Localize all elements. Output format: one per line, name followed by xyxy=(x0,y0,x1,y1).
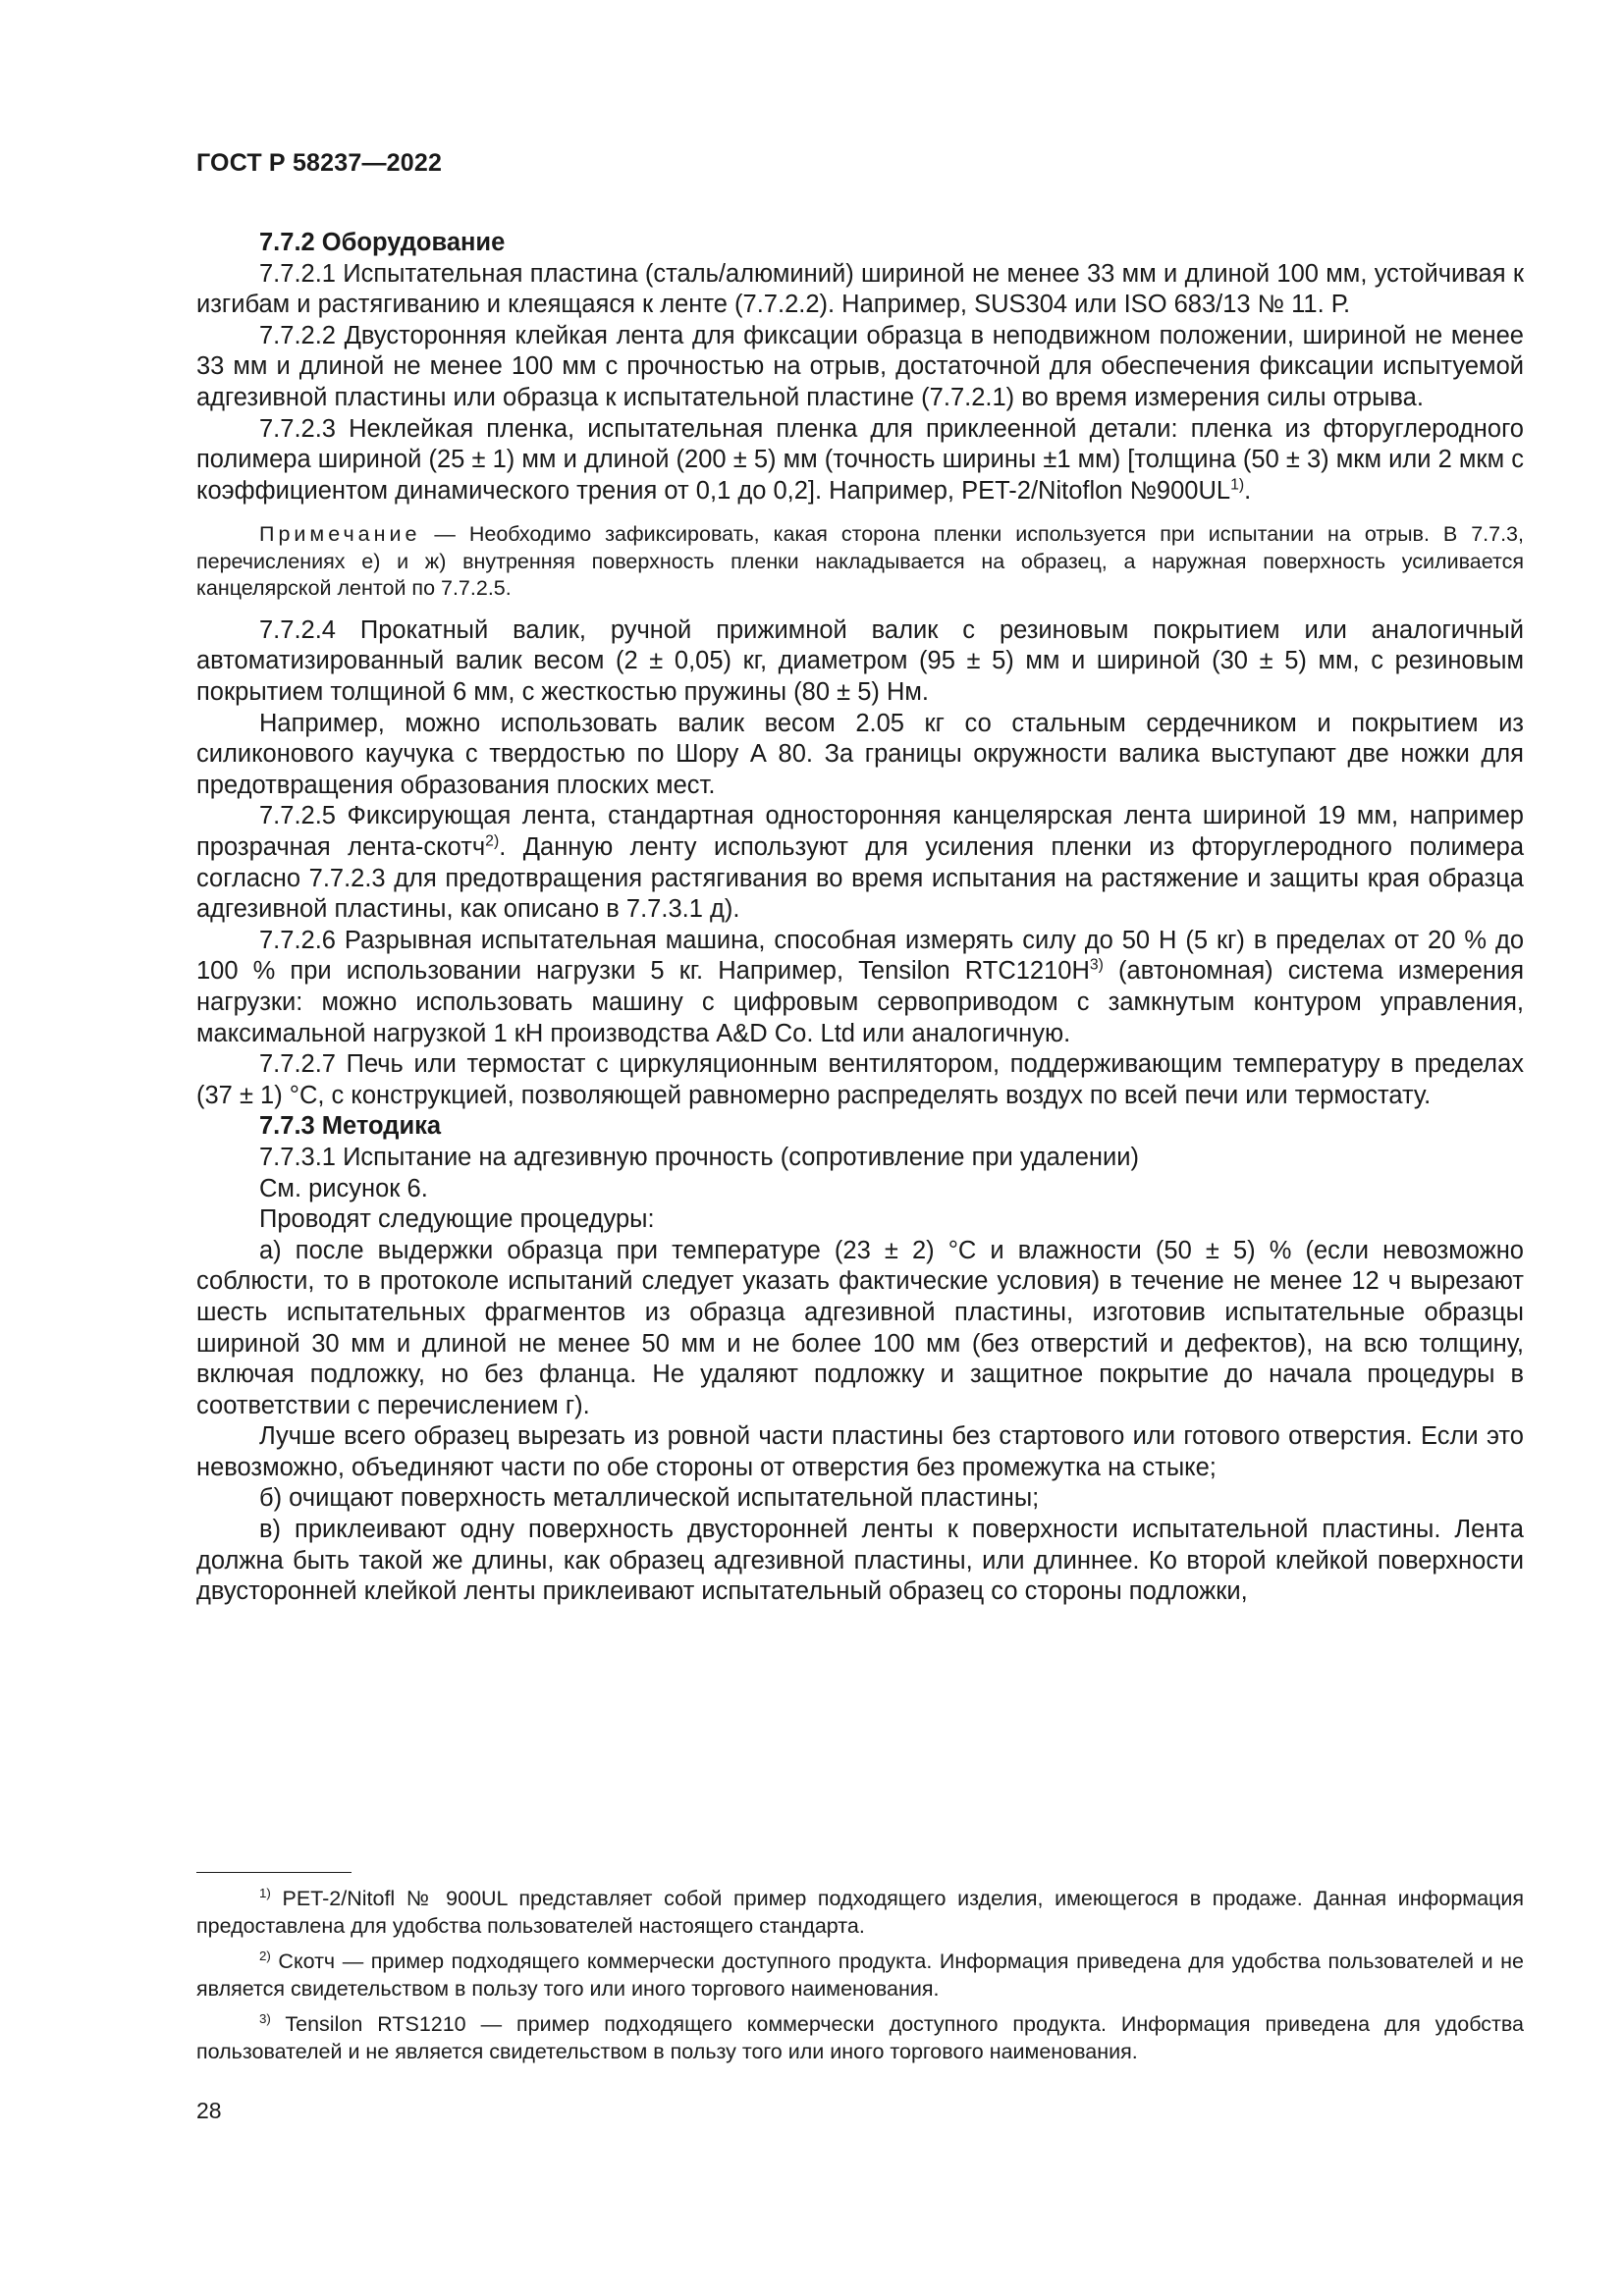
paragraph-7-7-2-4: 7.7.2.4 Прокатный валик, ручной прижимной валик с резиновым покрытием или аналогичный автоматизированный валик весом (2 ± 0,05) кг, диаметром (95 ± 5) мм и шириной (30 ± 5) мм, с резиновым покрытием толщиной 6 мм, с жесткостью пружины (80 ± 5) Нм. xyxy=(196,615,1524,707)
paragraph-text: 7.7.2.5 Фиксирующая лента, стандартная односторонняя канцелярская лента шириной 19 мм, например прозрачная лента-скотч xyxy=(196,802,1524,861)
document-header: ГОСТ Р 58237—2022 xyxy=(196,149,443,177)
list-item-a: а) после выдержки образца при температуре (23 ± 2) °С и влажности (50 ± 5) % (если невозможно соблюсти, то в протоколе испытаний следует указать фактические условия) в течение не менее 12 ч вырезают шесть испытательных фрагментов из образца адгезивной пластины, изготовив испытательные образцы шириной 30 мм и длиной не менее 50 мм и не более 100 мм (без отверстий и дефектов), на всю толщину, включая подложку, но без фланца. Не удаляют подложку и защитное покрытие до начала процедуры в соответствии с перечислением г). xyxy=(196,1236,1524,1419)
note xyxy=(196,521,1524,603)
paragraph-text-tail: (автономная) система измерения нагрузки: можно использовать машину с цифровым сервоприводом с замкнутым контуром управления, максимальной нагрузкой 1 кН производства A&D Co. Ltd или аналогичную. xyxy=(196,957,1525,1047)
footnote-3 xyxy=(196,2011,1524,2065)
paragraph-procedures-intro: Проводят следующие процедуры: xyxy=(259,1205,655,1234)
section-heading-method: 7.7.3 Методика xyxy=(259,1112,442,1141)
paragraph-text-tail: . Данную ленту используют для усиления пленки из фторуглеродного полимера согласно 7.7.2.3 для предотвращения растягивания во время испытания на растяжение и защиты края образца адгезивной пластины, как описано в 7.7.3.1 д). xyxy=(196,833,1525,924)
footnote-ref-1: 1) xyxy=(1230,476,1245,494)
paragraph-7-7-2-1: 7.7.2.1 Испытательная пластина (сталь/алюминий) шириной не менее 33 мм и длиной 100 мм, устойчивая к изгибам и растягиванию и клеящаяся к ленте (7.7.2.2). Например, SUS304 или ISO 683/13 № 11. Р. xyxy=(196,259,1524,319)
paragraph-7-7-2-6 xyxy=(196,926,1524,1049)
footnote-ref-2: 2) xyxy=(485,832,500,850)
footnotes xyxy=(196,1886,1524,2074)
footnote-text: PET-2/Nitofl № 900UL представляет собой пример подходящего изделия, имеющегося в продаже. Данная информация предоставлена для удобства пользователей настоящего стандарта. xyxy=(196,1887,1524,1938)
body-text xyxy=(196,228,1524,1608)
footnote-divider xyxy=(196,1872,352,1873)
footnote-2 xyxy=(196,1949,1524,2002)
paragraph-text: 7.7.2.3 Неклейкая пленка, испытательная пленка для приклеенной детали: пленка из фторуглеродного полимера шириной (25 ± 1) мм и длиной (200 ± 5) мм (точность ширины ±1 мм) [толщина (50 ± 3) мкм или 2 мкм с коэффициентом динамического трения от 0,1 до 0,2]. Например, PET-2/Nitoflon №900UL xyxy=(196,414,1524,505)
paragraph-example-roller: Например, можно использовать валик весом 2.05 кг со стальным сердечником и покрытием из силиконового каучука с твердостью по Шору А 80. За границы окружности валика выступают две ножки для предотвращения образования плоских мест. xyxy=(196,709,1524,799)
document-page xyxy=(196,0,1524,2296)
list-item-v: в) приклеивают одну поверхность двусторонней ленты к поверхности испытательной пластины. Лента должна быть такой же длины, как образец адгезивной пластины, или длиннее. Ко второй клейкой поверхности двусторонней клейкой ленты приклеивают испытательный образец со стороны подложки, xyxy=(196,1516,1524,1606)
section-heading-equipment: 7.7.2 Оборудование xyxy=(259,229,506,256)
footnote-mark: 2) xyxy=(259,1948,271,1963)
footnote-1 xyxy=(196,1886,1524,1940)
paragraph-text: 7.7.2.6 Разрывная испытательная машина, способная измерять силу до 50 Н (5 кг) в пределах от 20 % до 100 % при использовании нагрузки 5 кг. Например, Tensilon RTC1210H xyxy=(196,926,1524,986)
page-number: 28 xyxy=(196,2098,222,2123)
footnote-mark: 3) xyxy=(259,2010,271,2026)
paragraph-cutting-advice: Лучше всего образец вырезать из ровной части пластины без стартового или готового отверстия. Если это невозможно, объединяют части по обе стороны от отверстия без промежутка на стыке; xyxy=(196,1422,1524,1481)
paragraph-7-7-2-3 xyxy=(196,414,1524,507)
note-text: — Необходимо зафиксировать, какая сторона пленки используется при испытании на отрыв. В 7.7.3, перечислениях е) и ж) внутренняя поверхность пленки накладывается на образец, а наружная поверхность усиливается канцелярской лентой по 7.7.2.5. xyxy=(196,522,1524,601)
footnote-text: Tensilon RTS1210 — пример подходящего коммерчески доступного продукта. Информация приведена для удобства пользователей и не является свидетельством в пользу того или иного торгового наименования. xyxy=(196,2012,1524,2063)
paragraph-7-7-2-2: 7.7.2.2 Двусторонняя клейкая лента для фиксации образца в неподвижном положении, шириной не менее 33 мм и длиной не менее 100 мм с прочностью на отрыв, достаточной для обеспечения фиксации испытуемой адгезивной пластины или образца к испытательной пластине (7.7.2.1) во время измерения силы отрыва. xyxy=(196,321,1524,411)
paragraph-7-7-2-7: 7.7.2.7 Печь или термостат с циркуляционным вентилятором, поддерживающим температуру в пределах (37 ± 1) °С, с конструкцией, позволяющей равномерно распределять воздух по всей печи или термостату. xyxy=(196,1050,1524,1109)
paragraph-figure-ref: См. рисунок 6. xyxy=(259,1174,428,1202)
footnote-text: Скотч — пример подходящего коммерчески доступного продукта. Информация приведена для удобства пользователей и не является свидетельством в пользу того или иного торгового наименования. xyxy=(196,1949,1524,2001)
paragraph-7-7-3-1: 7.7.3.1 Испытание на адгезивную прочность (сопротивление при удалении) xyxy=(259,1143,1139,1171)
list-item-b: б) очищают поверхность металлической испытательной пластины; xyxy=(259,1484,1040,1513)
footnote-mark: 1) xyxy=(259,1885,271,1900)
note-label: Примечание xyxy=(259,522,421,547)
paragraph-text-tail: . xyxy=(1244,476,1252,505)
paragraph-7-7-2-5 xyxy=(196,801,1524,925)
footnote-ref-3: 3) xyxy=(1089,956,1104,974)
